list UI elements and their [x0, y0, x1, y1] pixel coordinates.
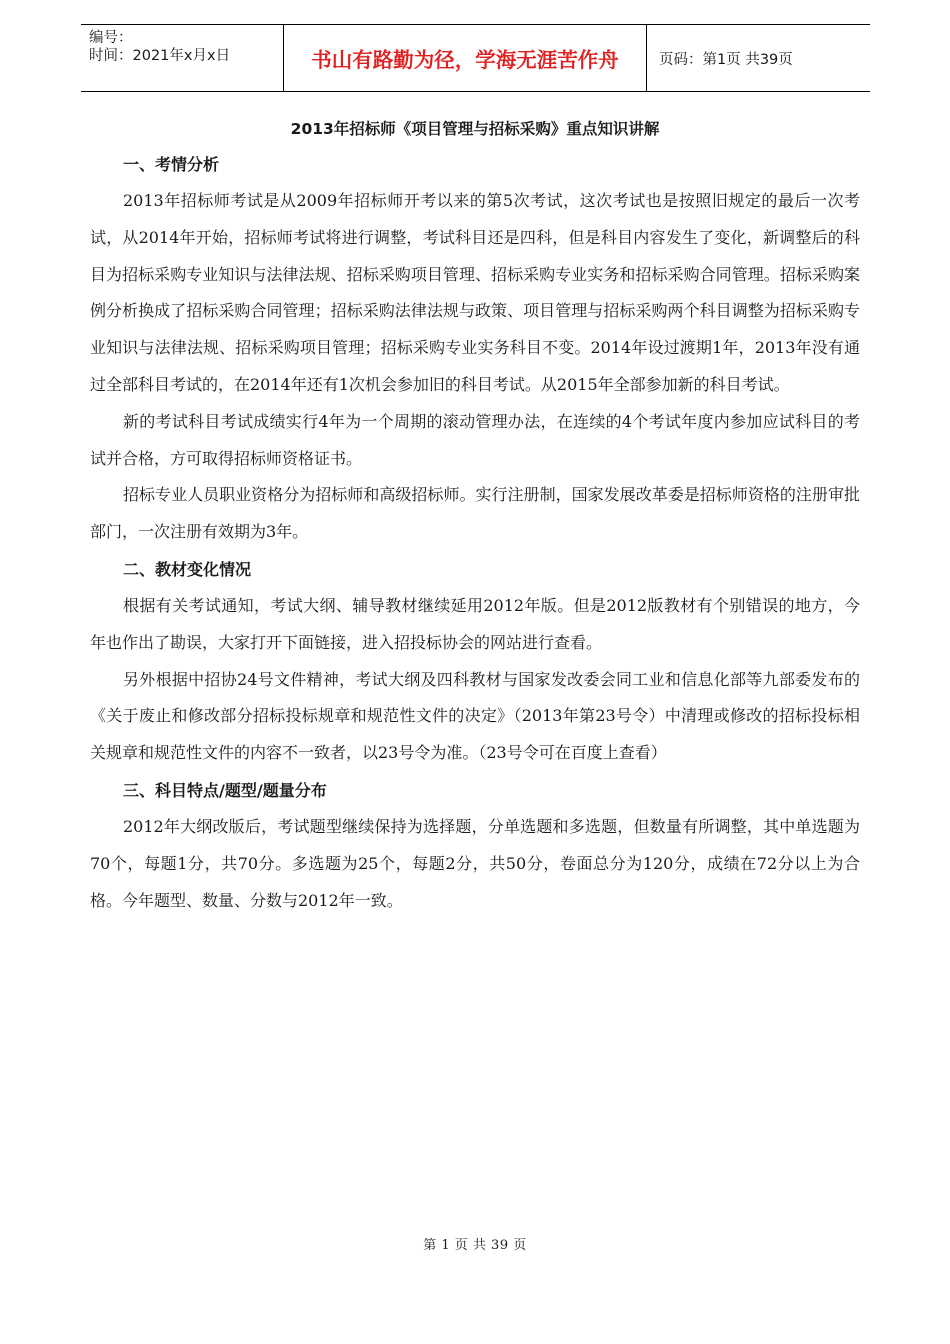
section-heading: 三、科目特点/题型/题量分布 — [123, 780, 327, 800]
section-heading: 一、考情分析 — [123, 155, 220, 174]
section-textbook-changes — [90, 551, 860, 772]
header-motto: 书山有路勤为径，学海无涯苦作舟 — [283, 25, 647, 91]
document-title: 2013年招标师《项目管理与招标采购》重点知识讲解 — [290, 120, 660, 138]
document-number-label: 编号： — [89, 30, 133, 46]
page-footer: 第 1 页 共 39 页 — [423, 1238, 527, 1253]
paragraph: 根据有关考试通知，考试大纲、辅导教材继续延用2012年版。但是2012版教材有个别错误的地方，今年也作出了勘误，大家打开下面链接，进入招投标协会的网站进行查看。 — [90, 595, 860, 652]
paragraph: 2013年招标师考试是从2009年招标师开考以来的第5次考试，这次考试也是按照旧规定的最后一次考试，从2014年开始，招标师考试将进行调整，考试科目还是四科，但是科目内容发生了变化，新调整后的科目为招标采购专业知识与法律法规、招标采购项目管理、招标采购专业实务和招标采购合同管理。招标采购案例分析换成了招标采购合同管理；招标采购法律法规与政策、项目管理与招标采购两个科目调整为招标采购专业知识与法律法规、招标采购项目管理；招标采购专业实务科目不变。2014年设过渡期1年，2013年没有通过全部科目考试的，在2014年还有1次机会参加旧的科目考试。从2015年全部参加新的科目考试。 — [90, 191, 860, 394]
header-meta — [81, 25, 283, 91]
section-exam-analysis — [90, 146, 860, 551]
header-page-info: 页码：第1页 共39页 — [659, 51, 793, 68]
paragraph: 新的考试科目考试成绩实行4年为一个周期的滚动管理办法，在连续的4个考试年度内参加应试科目的考试并合格，方可取得招标师资格证书。 — [90, 411, 860, 468]
paragraph: 另外根据中招协24号文件精神，考试大纲及四科教材与国家发改委会同工业和信息化部等九部委发布的《关于废止和修改部分招标投标规章和规范性文件的决定》（2013年第23号令）中清理或修改的招标投标相关规章和规范性文件的内容不一致者，以23号令为准。（23号令可在百度上查看） — [90, 669, 860, 763]
section-question-types — [90, 772, 860, 919]
paragraph: 招标专业人员职业资格分为招标师和高级招标师。实行注册制，国家发展改革委是招标师资格的注册审批部门，一次注册有效期为3年。 — [90, 485, 860, 542]
page-header — [81, 24, 870, 92]
section-heading: 二、教材变化情况 — [123, 559, 252, 579]
document-body — [90, 112, 860, 919]
document-time-label: 时间：2021年x月x日 — [89, 48, 231, 64]
paragraph: 2012年大纲改版后，考试题型继续保持为选择题，分单选题和多选题，但数量有所调整，其中单选题为70个，每题1分，共70分。多选题为25个，每题2分，共50分，卷面总分为120分，成绩在72分以上为合格。今年题型、数量、分数与2012年一致。 — [90, 816, 860, 910]
